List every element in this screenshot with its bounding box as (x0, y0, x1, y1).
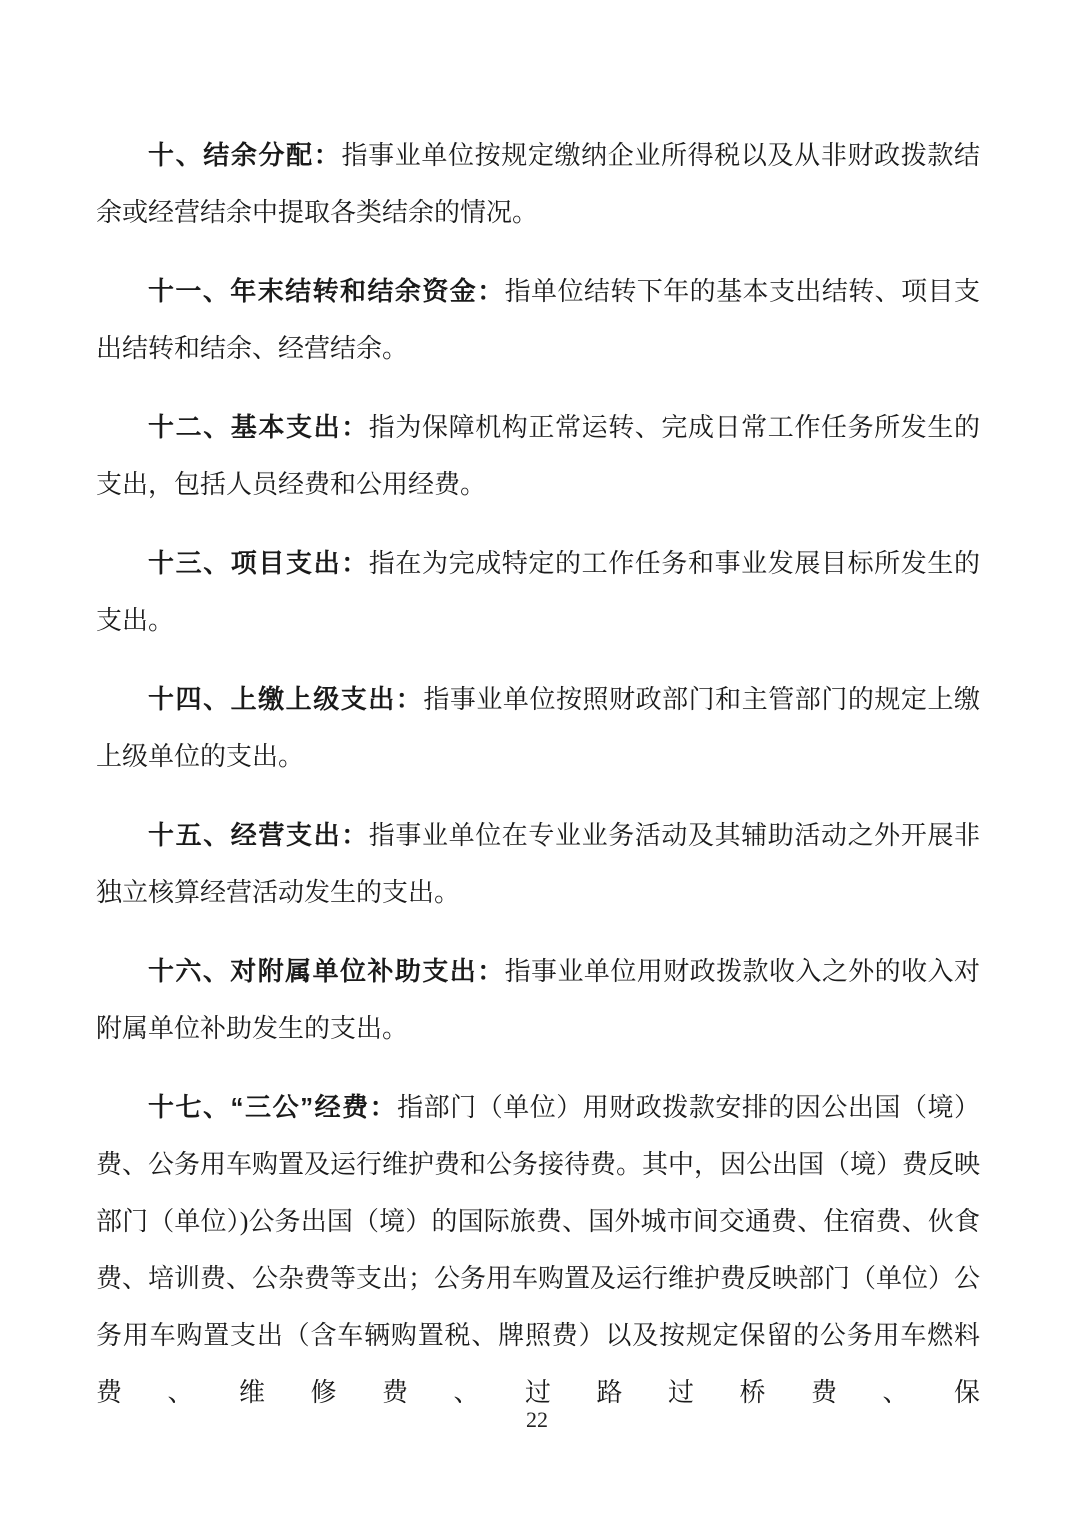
definition-body: 指单位结转下年的基本支出结转、项目支出结转和结余、经营结余。 (96, 277, 980, 363)
definition-paragraph (96, 127, 980, 241)
page-number: 22 (526, 1407, 548, 1432)
document-body (96, 127, 980, 1443)
definition-term: 十六、对附属单位补助支出： (148, 956, 505, 986)
definition-body: 指事业单位按照财政部门和主管部门的规定上缴上级单位的支出。 (96, 685, 980, 771)
definition-term: 十三、项目支出： (148, 548, 369, 578)
definition-body: 指事业单位在专业业务活动及其辅助活动之外开展非独立核算经营活动发生的支出。 (96, 821, 980, 907)
definition-term: 十一、年末结转和结余资金： (148, 276, 505, 306)
definition-paragraph (96, 535, 980, 649)
definition-body: 指为保障机构正常运转、完成日常工作任务所发生的支出，包括人员经费和公用经费。 (96, 413, 980, 499)
definition-paragraph (96, 399, 980, 513)
definition-paragraph (96, 671, 980, 785)
definition-body: 指部门（单位）用财政拨款安排的因公出国（境）费、公务用车购置及运行维护费和公务接待费。其中，因公出国（境）费反映部门（单位）)公务出国（境）的国际旅费、国外城市间交通费、住宿费、伙食费、培训费、公杂费等支出；公务用车购置及运行维护费反映部门（单位）公务用车购置支出（含车辆购置税、牌照费）以及按规定保留的公务用车燃料费、维修费、过路过桥费、保 (96, 1093, 981, 1407)
definition-paragraph (96, 943, 980, 1057)
definition-term: 十七、“三公”经费： (148, 1092, 398, 1122)
definition-body: 指在为完成特定的工作任务和事业发展目标所发生的支出。 (96, 549, 980, 635)
definition-paragraph (96, 263, 980, 377)
definition-term: 十四、上缴上级支出： (148, 684, 424, 714)
definition-term: 十、结余分配： (148, 140, 342, 170)
definition-paragraph (96, 1079, 980, 1421)
definition-body: 指事业单位用财政拨款收入之外的收入对附属单位补助发生的支出。 (96, 957, 980, 1043)
definition-body: 指事业单位按规定缴纳企业所得税以及从非财政拨款结余或经营结余中提取各类结余的情况。 (96, 141, 980, 227)
definition-term: 十二、基本支出： (148, 412, 369, 442)
definition-paragraph (96, 807, 980, 921)
definition-term: 十五、经营支出： (148, 820, 369, 850)
